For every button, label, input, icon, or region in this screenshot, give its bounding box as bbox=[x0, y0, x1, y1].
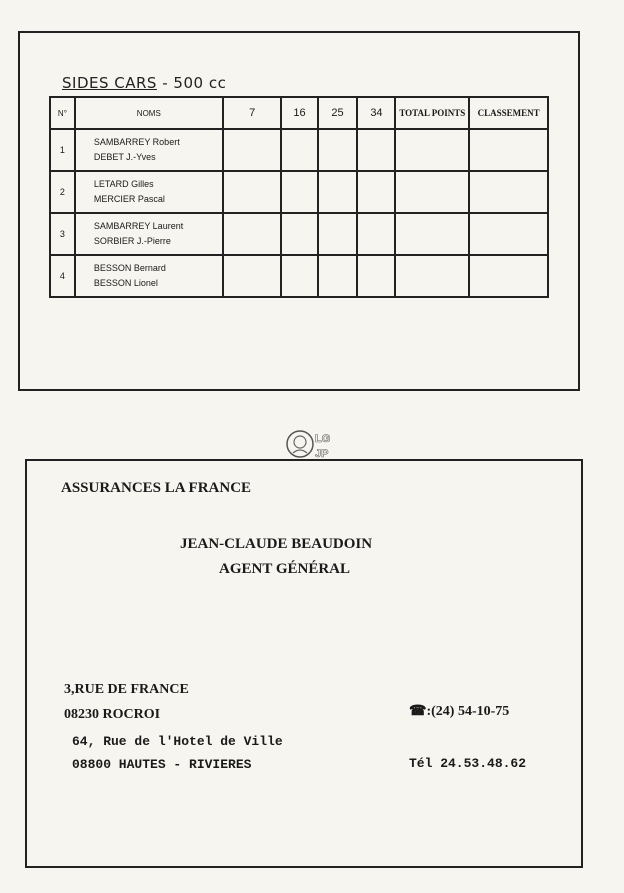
results-table bbox=[49, 96, 549, 298]
table-header-row bbox=[50, 97, 548, 129]
col-header-16: 16 bbox=[281, 97, 317, 129]
rider-name: LETARD Gilles bbox=[93, 179, 154, 189]
rider-name: SAMBARREY Laurent bbox=[93, 221, 184, 231]
results-heading: SIDES CARS - 500 cc bbox=[62, 74, 227, 92]
lgjp-logo bbox=[285, 426, 341, 462]
row-number: 4 bbox=[50, 255, 75, 297]
score-cell bbox=[223, 213, 282, 255]
col-header-classement: CLASSEMENT bbox=[469, 97, 548, 129]
rank-cell bbox=[469, 213, 548, 255]
score-cell bbox=[281, 171, 317, 213]
col-header-25: 25 bbox=[318, 97, 358, 129]
score-cell bbox=[357, 255, 395, 297]
score-cell bbox=[318, 171, 358, 213]
address1-street: 3,RUE DE FRANCE bbox=[64, 682, 189, 697]
rider-name: BESSON Bernard bbox=[93, 263, 166, 273]
rider-name: DEBET J.-Yves bbox=[93, 152, 156, 162]
table-row bbox=[50, 171, 548, 213]
score-cell bbox=[357, 213, 395, 255]
score-cell bbox=[318, 129, 358, 171]
rider-name: SORBIER J.-Pierre bbox=[93, 236, 171, 246]
total-cell bbox=[395, 171, 469, 213]
address2-street: 64, Rue de l'Hotel de Ville bbox=[72, 734, 283, 749]
col-header-7: 7 bbox=[223, 97, 282, 129]
telephone-icon: ☎ bbox=[409, 704, 427, 719]
rider-name: MERCIER Pascal bbox=[93, 194, 165, 204]
score-cell bbox=[281, 255, 317, 297]
logo-text-top: LG bbox=[315, 433, 331, 445]
col-header-total-points: TOTAL POINTS bbox=[395, 97, 469, 129]
score-cell bbox=[223, 129, 282, 171]
col-header-names: NOMS bbox=[75, 97, 223, 129]
phone2: Tél 24.53.48.62 bbox=[409, 756, 527, 771]
heading-category: SIDES CARS bbox=[62, 74, 157, 92]
row-number: 2 bbox=[50, 171, 75, 213]
table-row bbox=[50, 213, 548, 255]
rank-cell bbox=[469, 129, 548, 171]
row-riders bbox=[75, 213, 223, 255]
company-name: ASSURANCES LA FRANCE bbox=[61, 480, 252, 496]
score-cell bbox=[223, 255, 282, 297]
rider-name: BESSON Lionel bbox=[93, 278, 158, 288]
score-cell bbox=[318, 255, 358, 297]
score-cell bbox=[281, 213, 317, 255]
advert-frame bbox=[25, 459, 583, 868]
score-cell bbox=[318, 213, 358, 255]
row-riders bbox=[75, 129, 223, 171]
col-header-34: 34 bbox=[357, 97, 395, 129]
agent-name: JEAN-CLAUDE BEAUDOIN bbox=[180, 536, 373, 552]
row-riders bbox=[75, 171, 223, 213]
row-number: 1 bbox=[50, 129, 75, 171]
logo-text-bottom: JP bbox=[315, 448, 329, 460]
address2-city: 08800 HAUTES - RIVIERES bbox=[72, 757, 252, 772]
rider-name: SAMBARREY Robert bbox=[93, 137, 180, 147]
score-cell bbox=[357, 129, 395, 171]
total-cell bbox=[395, 255, 469, 297]
row-number: 3 bbox=[50, 213, 75, 255]
score-cell bbox=[223, 171, 282, 213]
rank-cell bbox=[469, 255, 548, 297]
table-row bbox=[50, 129, 548, 171]
phone1 bbox=[409, 703, 509, 720]
heading-class: 500 cc bbox=[173, 74, 227, 92]
address1-city: 08230 ROCROI bbox=[64, 707, 161, 722]
total-cell bbox=[395, 129, 469, 171]
total-cell bbox=[395, 213, 469, 255]
score-cell bbox=[281, 129, 317, 171]
rank-cell bbox=[469, 171, 548, 213]
col-header-no: N° bbox=[50, 97, 75, 129]
phone1-number: :(24) 54-10-75 bbox=[426, 704, 510, 719]
table-row bbox=[50, 255, 548, 297]
score-cell bbox=[357, 171, 395, 213]
agent-title: AGENT GÉNÉRAL bbox=[219, 561, 351, 577]
row-riders bbox=[75, 255, 223, 297]
